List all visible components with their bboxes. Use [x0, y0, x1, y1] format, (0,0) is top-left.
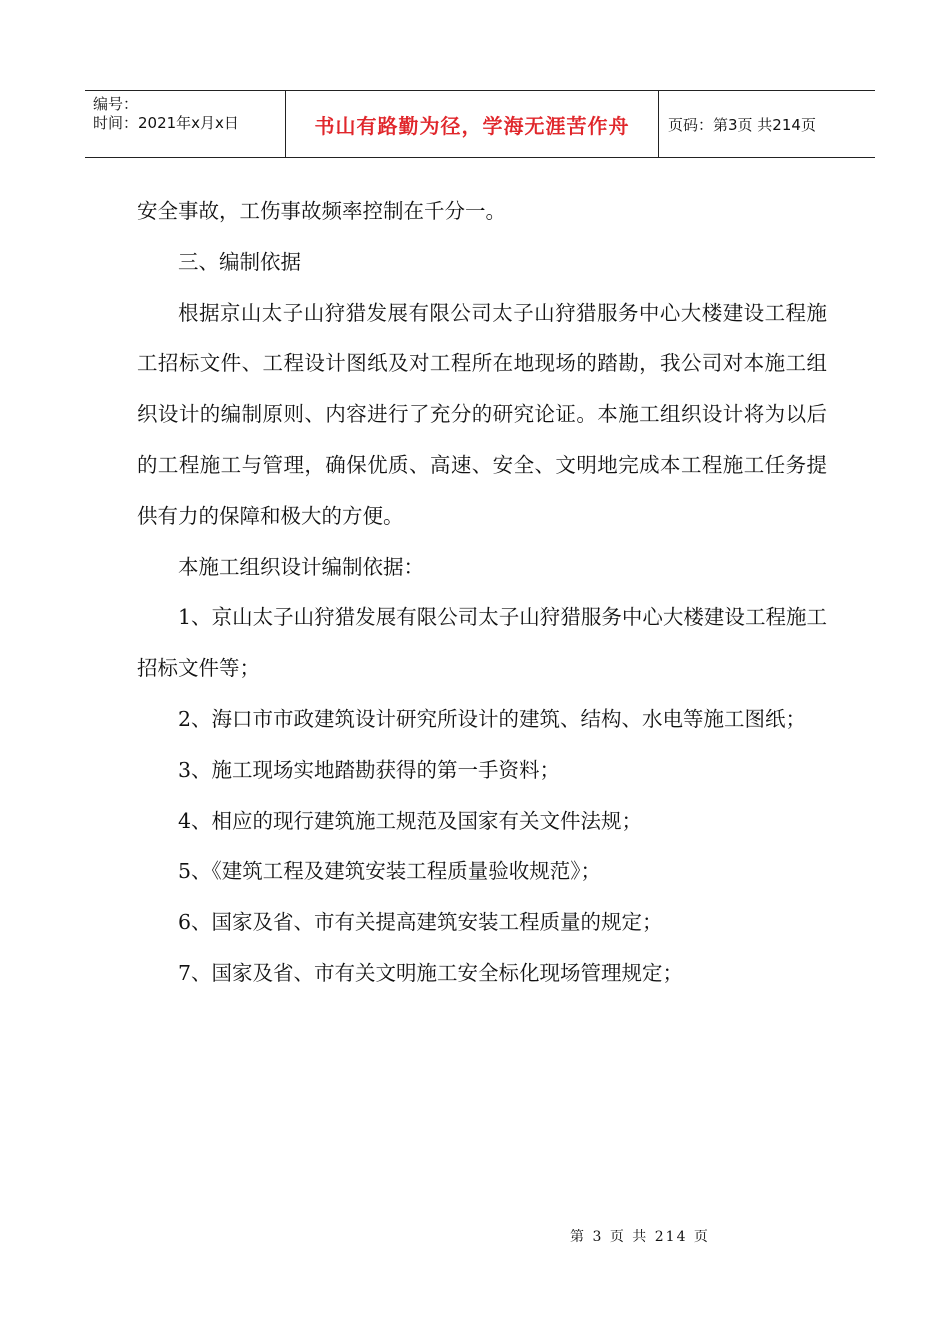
- header-page-cell: [659, 91, 875, 157]
- footer-page-number: 第 3 页 共 214 页: [570, 1229, 710, 1245]
- body-paragraph: 安全事故，工伤事故频率控制在千分一。: [137, 199, 506, 223]
- document-body: [137, 186, 827, 999]
- body-paragraph: 本施工组织设计编制依据：: [178, 554, 424, 579]
- doc-number-label: 编号：: [93, 95, 139, 113]
- header-motto: 书山有路勤为径，学海无涯苦作舟: [314, 113, 630, 138]
- list-item: 5、《建筑工程及建筑安装工程质量验收规范》；: [178, 859, 602, 884]
- list-item: 6、国家及省、市有关提高建筑安装工程质量的规定；: [178, 910, 663, 935]
- page-header: [85, 90, 875, 158]
- header-motto-cell: [286, 91, 659, 157]
- doc-time-label: 时间：2021年x月x日: [93, 114, 239, 132]
- list-item: 1、京山太子山狩猎发展有限公司太子山狩猎服务中心大楼建设工程施工招标文件等；: [137, 605, 827, 681]
- header-meta: [85, 91, 286, 157]
- list-item: 2、海口市市政建筑设计研究所设计的建筑、结构、水电等施工图纸；: [178, 706, 807, 731]
- list-item: 7、国家及省、市有关文明施工安全标化现场管理规定；: [178, 960, 684, 985]
- page-footer: [0, 1226, 950, 1246]
- header-page-label: 页码：第3页 共214页: [668, 115, 816, 134]
- list-item: 3、施工现场实地踏勘获得的第一手资料；: [178, 757, 561, 782]
- body-paragraph: 根据京山太子山狩猎发展有限公司太子山狩猎服务中心大楼建设工程施工招标文件、工程设计图纸及对工程所在地现场的踏勘，我公司对本施工组织设计的编制原则、内容进行了充分的研究论证。本施工组织设计将为以后的工程施工与管理，确保优质、高速、安全、文明地完成本工程施工任务提供有力的保障和极大的方便。: [137, 300, 827, 528]
- list-item: 4、相应的现行建筑施工规范及国家有关文件法规；: [178, 808, 643, 833]
- section-heading: 三、编制依据: [178, 249, 301, 274]
